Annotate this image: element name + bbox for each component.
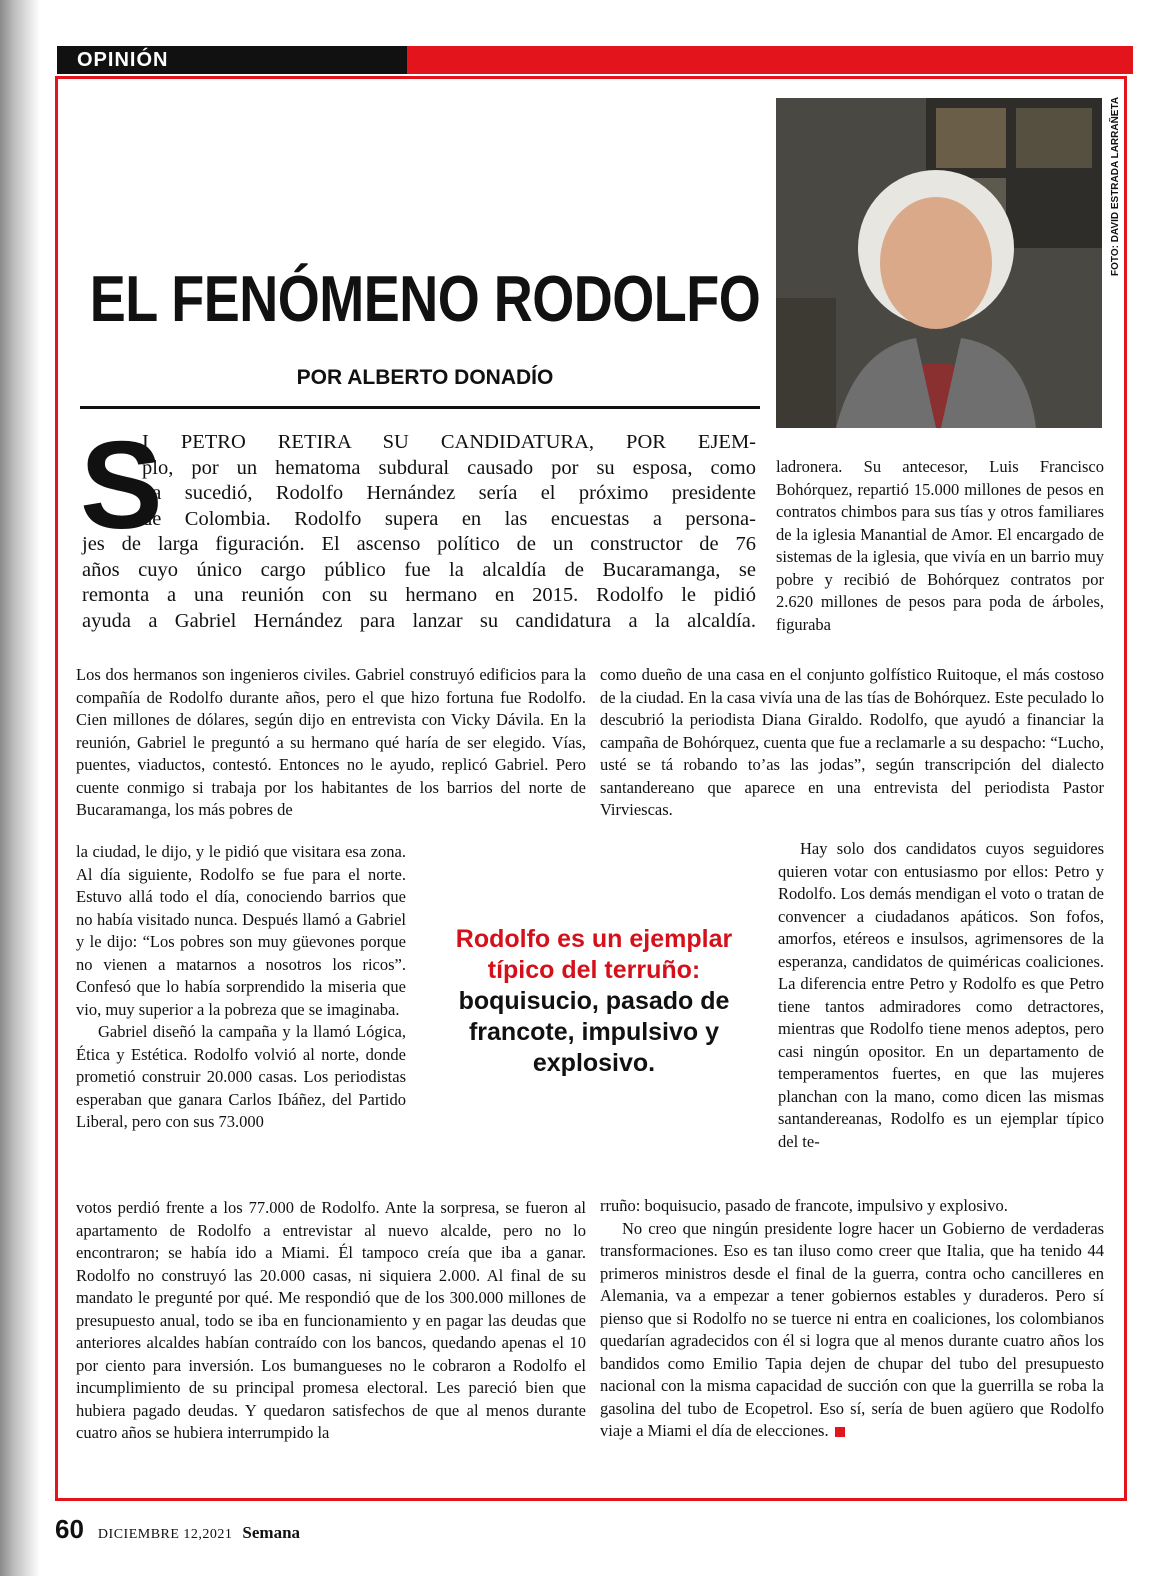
issue-date: DICIEMBRE 12,2021 bbox=[97, 1527, 233, 1542]
lead-line: I PETRO RETIRA SU CANDIDATURA, POR EJEM- bbox=[142, 431, 756, 453]
author-photo bbox=[776, 98, 1102, 428]
lead-line: años cuyo único cargo público fue la alcaldía de Bucaramanga, se bbox=[82, 558, 756, 581]
column-two-narrow bbox=[778, 838, 1104, 1153]
body-paragraph: Los dos hermanos son ingenieros civiles. Gabriel construyó edificios para la compañía de Rodolfo durante años, pero el que hizo fortuna fue Rodolfo. Cien millones de dólares, según dijo en entrevista con Vicky Dávila. En la reunión, Gabriel le preguntó a su hermano qué haría de ser elegido. Vías, puentes, viaductos, contestó. Entonces no le ayudo, replicó Gabriel. Pero cuente conmigo si trabaja por los habitantes de los barrios del norte de Bucaramanga, los más pobres de bbox=[76, 665, 586, 819]
column-two-upper bbox=[600, 664, 1104, 822]
body-paragraph: votos perdió frente a los 77.000 de Rodolfo. Ante la sorpresa, se fueron al apartamento de Rodolfo a entrevistar al nuevo alcalde, pero no lo encontraron; se había ido a Miami. Él tampoco creía que iba a ganar. Rodolfo no construyó las 20.000 casas, ni siquiera 2.000. Al final de su mandato le pregunté por qué. Me respondió que de los 300.000 millones de presupuesto anual, todo se iba en funcionamiento y en pagar las deudas que anteriores alcaldes habían contraído con los bancos, quedando apenas el 10 por ciento para inversión. Los bumangueses no le cobraron a Rodolfo el incumplimiento de su principal promesa electoral. Les pareció bien que hubiera pagado deudas. Y quedaron satisfechos de que al menos durante cuatro años se hubiera interrumpido la bbox=[76, 1198, 586, 1442]
lead-line: remonta a una reunión con su hermano en 2015. Rodolfo le pidió bbox=[82, 584, 756, 606]
body-paragraph bbox=[600, 1218, 1104, 1443]
photo-credit: FOTO: DAVID ESTRADA LARRAÑETA bbox=[1110, 96, 1121, 276]
column-three-top bbox=[776, 456, 1104, 636]
lead-paragraph-indented bbox=[142, 430, 756, 532]
lead-line: ya sucedió, Rodolfo Hernández sería el próximo presidente bbox=[142, 482, 756, 504]
pull-quote-highlight: Rodolfo es un ejemplar típico del terruño: bbox=[455, 925, 733, 984]
title-rule bbox=[80, 406, 760, 409]
lead-line: de Colombia. Rodolfo supera en las encuestas a persona- bbox=[142, 507, 756, 530]
body-paragraph: la ciudad, le dijo, y le pidió que visitara esa zona. Al día siguiente, Rodolfo se fue para el norte. Estuvo allá todo el día, conociendo barrios que no había visitado nunca. Después llamó a Gabriel y le dijo: “Los pobres son muy güevones porque no vienen a matarnos a nosotros los ricos”. Confesó que lo había sorprendido la miseria que vio, muy superior a la pobreza que se imaginaba. bbox=[76, 842, 406, 1019]
author-portrait-illustration bbox=[776, 98, 1102, 428]
column-one-upper bbox=[76, 664, 586, 822]
body-paragraph: ladronera. Su antecesor, Luis Francisco Bohórquez, repartió 15.000 millones de pesos en contratos chimbos para sus tías y otros familiares de la iglesia Manantial de Amor. El encargado de sistemas de la iglesia, que vivía en un barrio muy pobre y recibió de Bohórquez contratos por 2.620 millones de pesos para poda de árboles, figuraba bbox=[776, 457, 1104, 634]
end-mark-icon bbox=[835, 1427, 845, 1437]
closing-text: No creo que ningún presidente logre hacer un Gobierno de verdaderas transformaciones. Eso es tan iluso como creer que Italia, que ha tenido 44 primeros ministros desde el final de la guerra, contra ocho cancilleres en Alemania, va a empezar a tener gobiernos estables y duraderos. Pero sí pienso que si Rodolfo no se tuerce ni entra en coaliciones, los colombianos quedarían agradecidos con él si logra que al menos durante cuatro años los bandidos como Emilio Tapia dejen de chupar del tubo del presupuesto nacional con la misma capacidad de succión con que la guerrilla se roba la gasolina del tubo de Ecopetrol. Eso sí, sería de buen agüero que Rodolfo viaje a Miami el día de elecciones. bbox=[600, 1218, 1104, 1440]
body-paragraph: rruño: boquisucio, pasado de francote, impulsivo y explosivo. bbox=[600, 1196, 1008, 1215]
lead-line: plo, por un hematoma subdural causado por su esposa, como bbox=[142, 456, 756, 479]
article-byline: POR ALBERTO DONADÍO bbox=[296, 366, 554, 389]
section-header-bar bbox=[57, 46, 1133, 74]
body-paragraph: Gabriel diseñó la campaña y la llamó Lógica, Ética y Estética. Rodolfo volvió al norte, donde prometió construir 20.000 casas. Los periodistas esperaban que ganara Carlos Ibáñez, del Partido Liberal, pero con sus 73.000 bbox=[76, 1022, 406, 1131]
lead-line: ayuda a Gabriel Hernández para lanzar su candidatura a la alcaldía. bbox=[82, 609, 756, 632]
body-paragraph: Hay solo dos candidatos cuyos seguidores quieren votar con entusiasmo por ellos: Petro y Rodolfo. Los demás mendigan el voto o tratan de convencer a ciudadanos apáticos. Son fofos, amorfos, etéreos e insulsos, agrimensores de la esperanza, candidatos de quiméricas coaliciones. La diferencia entre Petro y Rodolfo es que Petro tiene tantos admiradores como detractores, mientras que Rodolfo tiene menos adeptos, pero casi ningún opositor. En un departamento de temperamentos fuertes, en que las mujeres planchan con la mano, como dicen las mismas santandereanas, Rodolfo es un ejemplar típico del te- bbox=[778, 839, 1104, 1151]
pull-quote bbox=[430, 924, 758, 1079]
drop-cap: S bbox=[80, 417, 163, 555]
lead-line: jes de larga figuración. El ascenso político de un constructor de 76 bbox=[82, 533, 756, 555]
column-one-lower bbox=[76, 1197, 586, 1445]
lead-paragraph-full bbox=[82, 532, 756, 634]
column-two-lower bbox=[600, 1195, 1104, 1443]
body-paragraph: como dueño de una casa en el conjunto golfístico Ruitoque, el más costoso de la ciudad. En la casa vivía una de las tías de Bohórquez. Este peculado lo descubrió la periodista Diana Giraldo. Rodolfo, que ayudó a financiar la campaña de Bohórquez, cuenta que fue a reclamarle a su despacho: “Lucho, usté se tá robando to’as las jodas”, según transcripción del dialecto santandereano que aparece en una entrevista del periodista Pastor Virviescas. bbox=[600, 665, 1104, 819]
page-number: 60 bbox=[55, 1514, 84, 1544]
magazine-name: Semana bbox=[242, 1523, 301, 1542]
pull-quote-text: boquisucio, pasado de francote, impulsivo y explosivo. bbox=[458, 987, 730, 1077]
column-one-narrow bbox=[76, 841, 406, 1134]
section-label: OPINIÓN bbox=[77, 49, 169, 71]
section-accent-bar bbox=[407, 46, 1133, 74]
article-title: EL FENÓMENO RODOLFO bbox=[89, 263, 761, 336]
page-spine-shadow bbox=[0, 0, 40, 1576]
page-footer bbox=[55, 1514, 300, 1545]
